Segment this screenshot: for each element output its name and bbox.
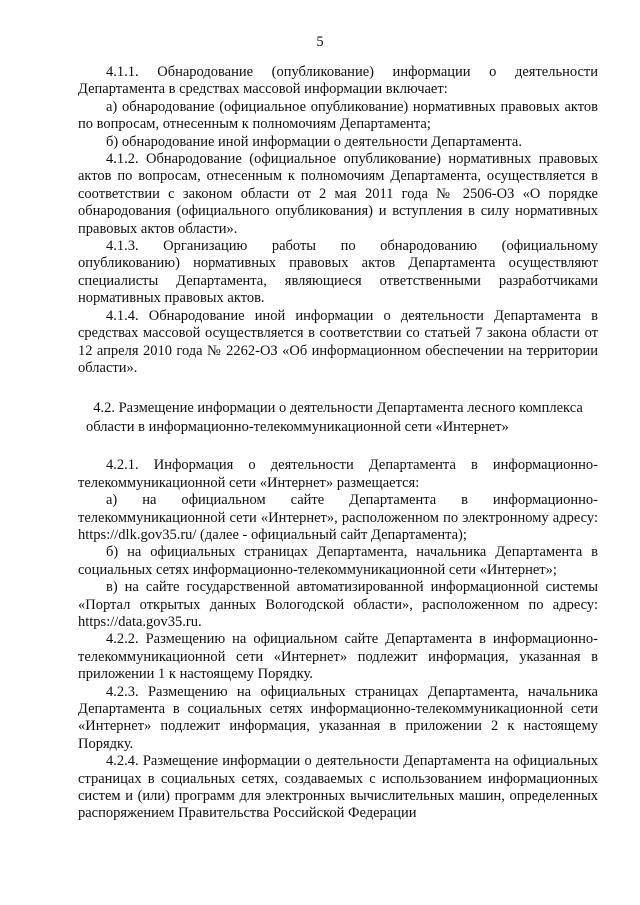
paragraph-4-2-2: 4.2.2. Размещению на официальном сайте Департамента в информационно-телекоммуникационной сети «Интернет» подлежит информация, указанная в приложении 1 к настоящему Порядку. [78,631,598,683]
paragraph-4-2-3: 4.2.3. Размещению на официальных страницах Департамента, начальника Департамента в социальных сетях информационно-телекоммуникационной сети «Интернет» подлежит информация, указанная в приложении 2 к настоящему Порядку. [78,683,598,752]
paragraph-4-2-4: 4.2.4. Размещение информации о деятельности Департамента на официальных страницах в социальных сетях, создаваемых с использованием информационных систем и (или) программ для электронных вычислительных машин, определенных распоряжением Правительства Российской Федерации [78,753,598,822]
paragraph-4-2-1-a: а) на официальном сайте Департамента в информационно-телекоммуникационной сети «Интернет», расположенном по электронному адресу: https://dlk.gov35.ru/ (далее - официальный сайт Департамента); [78,492,598,543]
paragraph-4-1-1-a: а) обнародование (официальное опубликование) нормативных правовых актов по вопросам, отнесенным к полномочиям Департамента; [78,98,598,133]
paragraph-4-1-4: 4.1.4. Обнародование иной информации о деятельности Департамента в средствах массовой осуществляется в соответствии со статьей 7 закона области от 12 апреля 2010 года № 2262-ОЗ «Об информационном обеспечении на территории области». [78,307,598,376]
paragraph-4-1-1-b: б) обнародование иной информации о деятельности Департамента. [106,133,522,150]
section-heading: 4.2. Размещение информации о деятельности Департамента лесного комплекса области в информационно-телекоммуникационной сети «Интернет» [86,400,583,435]
paragraph-4-2-1-c: в) на сайте государственной автоматизированной информационной системы «Портал открытых данных Вологодской области», расположенном по адресу: https://data.gov35.ru. [78,579,598,630]
paragraph-4-1-1: 4.1.1. Обнародование (опубликование) информации о деятельности Департамента в средствах массовой информации включает: [78,64,598,98]
paragraph-4-1-3: 4.1.3. Организацию работы по обнародованию (официальному опубликованию) нормативных правовых актов Департамента осуществляют специалисты Департамента, являющиеся ответственными разработчиками нормативных правовых актов. [78,238,598,307]
document-body [78,64,598,823]
paragraph-4-2-1-b: б) на официальных страницах Департамента, начальника Департамента в социальных сетях информационно-телекоммуникационной сети «Интернет»; [78,544,598,578]
paragraph-4-2-1: 4.2.1. Информация о деятельности Департамента в информационно-телекоммуникационной сети «Интернет» размещается: [78,457,598,491]
page-number: 5 [316,34,324,50]
paragraph-4-1-2: 4.1.2. Обнародование (официальное опубликование) нормативных правовых актов по вопросам, отнесенным к полномочиям Департамента, осуществляется в соответствии с законом области от 2 мая 2011 года № 2506-ОЗ «О порядке обнародования (официального опубликования) и вступления в силу нормативных правовых актов области». [78,151,598,237]
